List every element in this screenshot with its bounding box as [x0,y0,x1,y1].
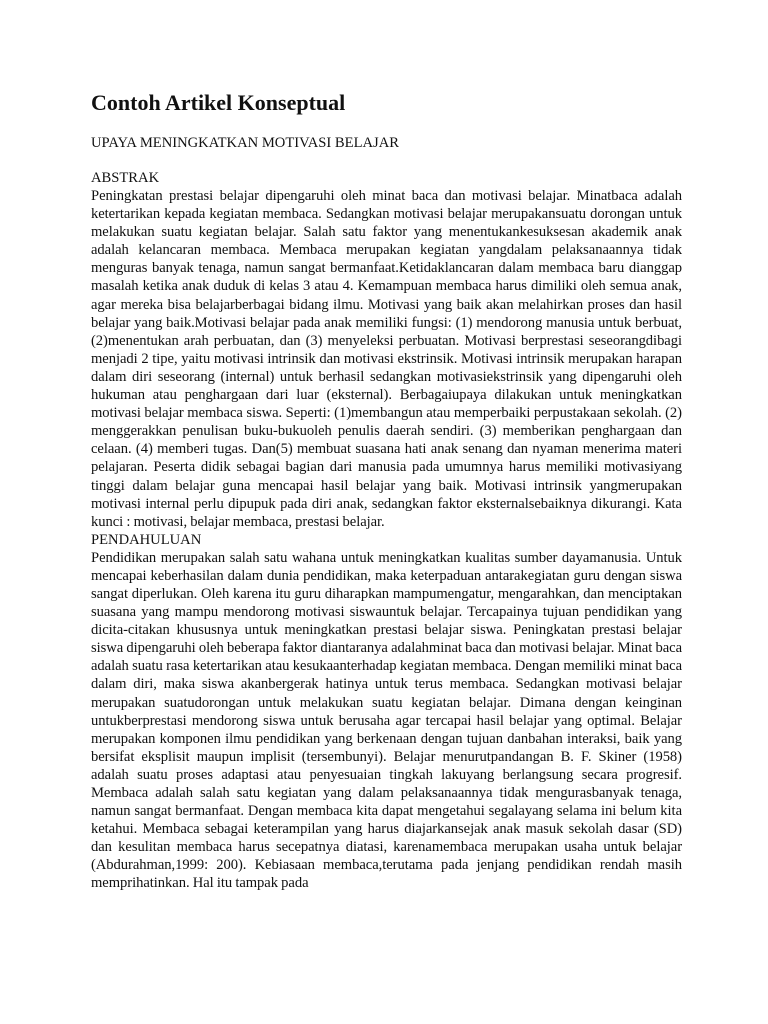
article-subtitle: UPAYA MENINGKATKAN MOTIVASI BELAJAR [91,135,399,151]
document-title: Contoh Artikel Konseptual [91,90,346,115]
abstract-paragraph: Peningkatan prestasi belajar dipengaruhi oleh minat baca dan motivasi belajar. Minatbaca adalah ketertarikan kepada kegiatan membaca. Sedangkan motivasi belajar merupakansuatu dorongan untuk melakukan suatu kegiatan belajar. Salah satu faktor yang menentukankesuksesan akademik anak adalah kelancaran membaca. Membaca merupakan kegiatan yangdalam pelaksanaannya tidak menguras banyak tenaga, namun sangat bermanfaat.Ketidaklancaran dalam membaca baru dianggap masalah ketika anak duduk di kelas 3 atau 4. Kemampuan membaca harus dimiliki oleh semua anak, agar mereka bisa belajarberbagai bidang ilmu. Motivasi yang baik akan melahirkan proses dan hasil belajar yang baik.Motivasi belajar pada anak memiliki fungsi: (1) mendorong manusia untuk berbuat, (2)menentukan arah perbuatan, dan (3) menyeleksi perbuatan. Motivasi berprestasi seseorangdibagi menjadi 2 tipe, yaitu motivasi intrinsik dan motivasi ekstrinsik. Motivasi intrinsik merupakan harapan dalam diri seseorang (internal) untuk berhasil sedangkan motivasiekstrinsik yang dipengaruhi oleh hukuman atau penghargaan dari luar (eksternal). Berbagaiupaya dilakukan untuk meningkatkan motivasi belajar membaca siswa. Seperti: (1)membangun atau memperbaiki perpustakaan sekolah. (2) menggerakkan penulisan buku-bukuoleh penulis daerah sendiri. (3) memberikan penghargaan dan celaan. (4) memberi tugas. Dan(5) membuat suasana hati anak senang dan nyaman menerima materi pelajaran. Peserta didik sebagai bagian dari manusia pada umumnya harus memiliki motivasiyang tinggi dalam belajar guna mencapai hasil belajar yang baik. Motivasi intrinsik yangmerupakan motivasi internal perlu dipupuk pada diri anak, sedangkan faktor eksternalsebaiknya dikurangi. Kata kunci : motivasi, belajar membaca, prestasi belajar. [91,188,682,530]
document-page [91,88,682,893]
introduction-paragraph: Pendidikan merupakan salah satu wahana untuk meningkatkan kualitas sumber dayamanusia. Untuk mencapai keberhasilan dalam dunia pendidikan, maka keterpaduan antarakegiatan guru dengan siswa sangat diperlukan. Oleh karena itu guru diharapkan mampumengatur, mengarahkan, dan menciptakan suasana yang mampu mendorong motivasi siswauntuk belajar. Tercapainya tujuan pendidikan yang dicita-citakan khususnya untuk meningkatkan prestasi belajar siswa. Peningkatan prestasi belajar siswa dipengaruhi oleh beberapa faktor diantaranya adalahminat baca dan motivasi belajar. Minat baca adalah suatu rasa ketertarikan atau kesukaanterhadap kegiatan membaca. Dengan memiliki minat baca dalam diri, maka siswa akanbergerak hatinya untuk terus membaca. Sedangkan motivasi belajar merupakan suatudorongan untuk melakukan suatu kegiatan belajar. Dimana dengan keinginan untukberprestasi mendorong siswa untuk berusaha agar tercapai hasil belajar yang optimal. Belajar merupakan komponen ilmu pendidikan yang berkenaan dengan tujuan danbahan interaksi, baik yang bersifat eksplisit maupun implisit (tersembunyi). Belajar menurutpandangan B. F. Skiner (1958) adalah suatu proses adaptasi atau penyesuaian tingkah lakuyang berlangsung secara progresif. Membaca adalah salah satu kegiatan yang dalam pelaksanaannya tidak mengurasbanyak tenaga, namun sangat bermanfaat. Dengan membaca kita dapat mengetahui segalayang selama ini belum kita ketahui. Membaca sebagai keterampilan yang harus diajarkansejak anak masuk sekolah dasar (SD) dan kesulitan membaca harus secepatnya diatasi, karenamembaca merupakan usaha untuk belajar (Abdurahman,1999: 200). Kebiasaan membaca,terutama pada jenjang pendidikan rendah masih memprihatinkan. Hal itu tampak pada [91,549,682,892]
abstract-heading: ABSTRAK [91,170,160,186]
introduction-heading: PENDAHULUAN [91,531,202,548]
